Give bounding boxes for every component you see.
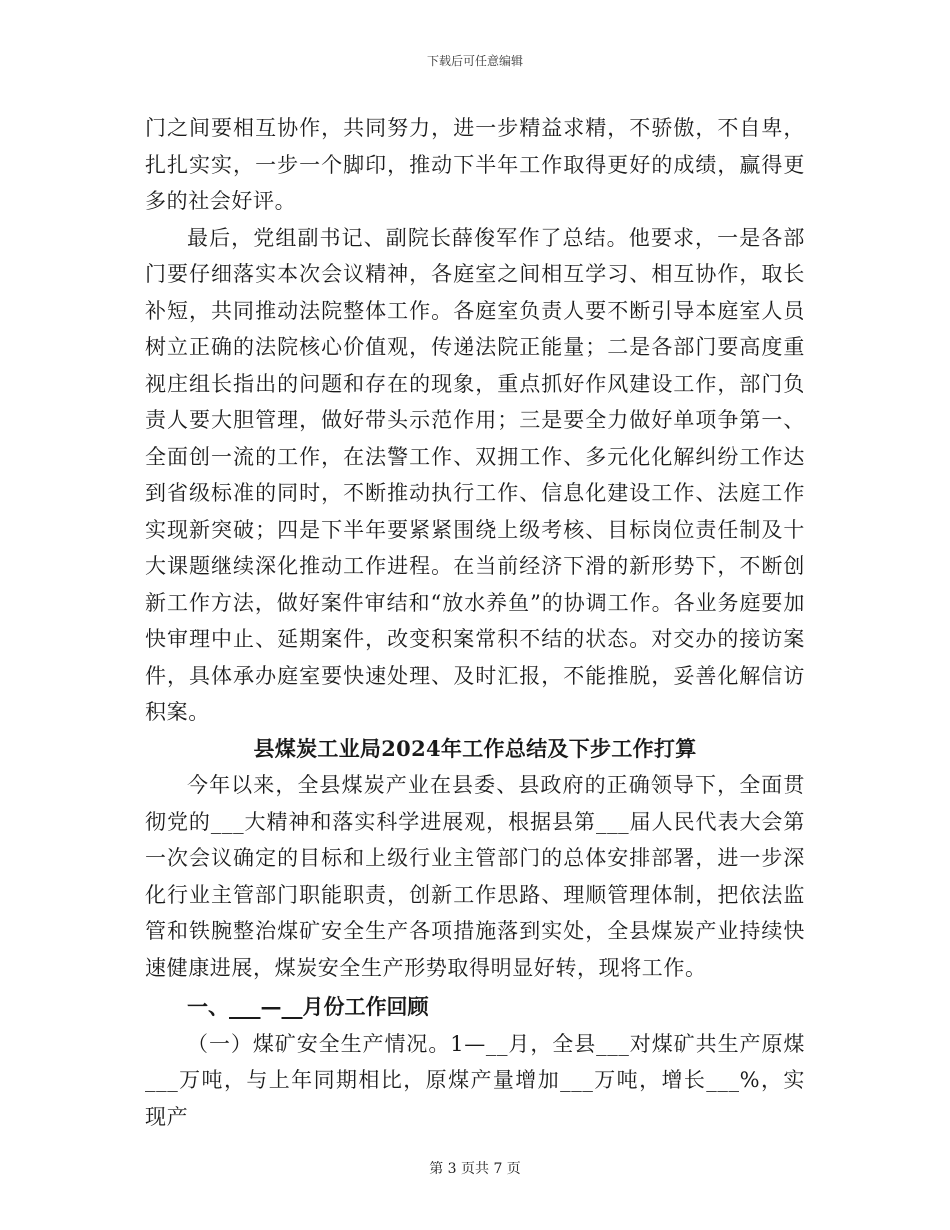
document-body [145, 110, 805, 1135]
paragraph-intro: 今年以来，全县煤炭产业在县委、县政府的正确领导下，全面贯彻党的___大精神和落实科学进展观，根据县第___届人民代表大会第一次会议确定的目标和上级行业主管部门的总体安排部署，进一步深化行业主管部门职能职责，创新工作思路、理顺管理体制，把依法监管和铁腕整治煤矿安全生产各项措施落到实处，全县煤炭产业持续快速健康进展，煤炭安全生产形势取得明显好转，现将工作。 [145, 773, 805, 980]
document-title: 县煤炭工业局2024年工作总结及下步工作打算 [253, 735, 697, 761]
paragraph-continuation: 门之间要相互协作，共同努力，进一步精益求精，不骄傲，不自卑，扎扎实实，一步一个脚印，推动下半年工作取得更好的成绩，赢得更多的社会好评。 [145, 116, 805, 213]
paragraph-production: （一）煤矿安全生产情况。1—__月，全县___对煤矿共生产原煤___万吨，与上年同期相比，原煤产量增加___万吨，增长___%，实现产 [145, 1031, 805, 1129]
section-heading: 一、___—__月份工作回顾 [187, 994, 429, 1019]
header-note: 下载后可任意编辑 [426, 54, 523, 68]
paragraph-summary: 最后，党组副书记、副院长薛俊军作了总结。他要求，一是各部门要仔细落实本次会议精神，各庭室之间相互学习、相互协作，取长补短，共同推动法院整体工作。各庭室负责人要不断引导本庭室人员树立正确的法院核心价值观，传递法院正能量；二是各部门要高度重视庄组长指出的问题和存在的现象，重点抓好作风建设工作，部门负责人要大胆管理，做好带头示范作用；三是要全力做好单项争第一、全面创一流的工作，在法警工作、双拥工作、多元化化解纠纷工作达到省级标准的同时，不断推动执行工作、信息化建设工作、法庭工作实现新突破；四是下半年要紧紧围绕上级考核、目标岗位责任制及十大课题继续深化推动工作进程。在当前经济下滑的新形势下，不断创新工作方法，做好案件审结和“放水养鱼”的协调工作。各业务庭要加快审理中止、延期案件，改变积案常积不结的状态。对交办的接访案件，具体承办庭室要快速处理、及时汇报，不能推脱，妥善化解信访积案。 [145, 225, 805, 724]
page-number: 第 3 页共 7 页 [429, 1161, 521, 1177]
